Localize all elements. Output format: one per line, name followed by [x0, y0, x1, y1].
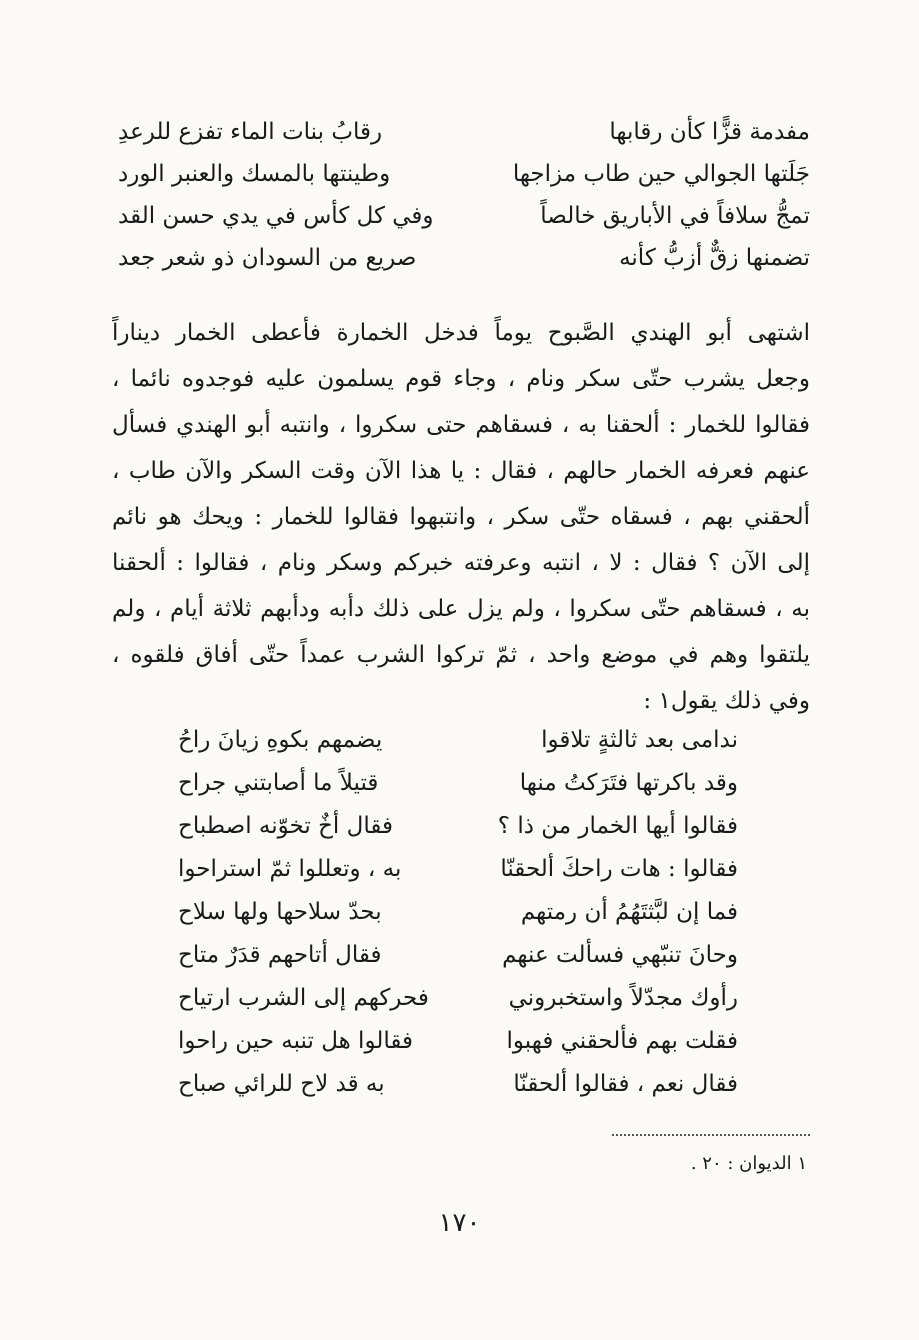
prose-line: يلتقوا وهم في موضع واحد ، ثمّ تركوا الشرب عمداً حتّى أفاق فلقوه ، — [112, 642, 810, 668]
poem-verses — [178, 720, 738, 1120]
verse-first-hemistich: فقالوا أيها الخمار من ذا ؟ — [497, 813, 738, 839]
verse-first-hemistich: جَلَتها الجوالي حين طاب مزاجها — [512, 161, 810, 187]
verse-second-hemistich: به ، وتعللوا ثمّ استراحوا — [178, 856, 402, 882]
verse-first-hemistich: ندامى بعد ثالثةٍ تلاقوا — [541, 727, 738, 753]
verse-first-hemistich: فقال نعم ، فقالوا ألحقنّا — [513, 1071, 738, 1097]
verse-first-hemistich: تمجُّ سلافاً في الأباريق خالصاً — [540, 203, 810, 229]
prose-line: عنهم فعرفه الخمار حالهم ، فقال : يا هذا الآن وقت السكر والآن طاب ، — [112, 458, 810, 484]
verse-second-hemistich: قتيلاً ما أصابتني جراح — [178, 770, 379, 796]
verse-first-hemistich: وقد باكرتها فتَرَكتُ منها — [519, 770, 738, 796]
verse-first-hemistich: فقالوا : هات راحكَ ألحقنّا — [500, 856, 738, 882]
verse-second-hemistich: فحركهم إلى الشرب ارتياح — [178, 985, 429, 1011]
verse-line — [178, 720, 738, 760]
verse-second-hemistich: فقال أخٌ تخوّنه اصطباح — [178, 813, 393, 839]
verse-line — [178, 978, 738, 1018]
verse-line — [178, 806, 738, 846]
verse-first-hemistich: فما إن لبَّثتَهُمُ أن رمتهم — [520, 899, 738, 925]
verse-line — [178, 1021, 738, 1061]
verse-second-hemistich: فقال أتاحهم قدَرٌ متاح — [178, 942, 382, 968]
verse-line — [118, 196, 810, 236]
verse-line — [178, 935, 738, 975]
verse-second-hemistich: به قد لاح للرائي صباح — [178, 1071, 385, 1097]
verse-second-hemistich: رقابُ بنات الماء تفزع للرعدِ — [118, 119, 383, 145]
prose-line: وفي ذلك يقول١ : — [643, 688, 810, 714]
prose-line: به ، فسقاهم حتّى سكروا ، ولم يزل على ذلك دأبه ودأبهم ثلاثة أيام ، ولم — [112, 596, 810, 622]
verse-line — [118, 238, 810, 278]
verse-first-hemistich: مفدمة قزًّا كأن رقابها — [609, 119, 810, 145]
prose-line: ألحقني بهم ، فسقاه حتّى سكر ، وانتبهوا فقالوا للخمار : ويحك هو نائم — [112, 504, 810, 530]
verse-first-hemistich: رأوك مجدّلاً واستخبروني — [508, 985, 738, 1011]
verse-first-hemistich: وحانَ تنبّهي فسألت عنهم — [502, 942, 738, 968]
verse-line — [178, 763, 738, 803]
verse-second-hemistich: وطينتها بالمسك والعنبر الورد — [118, 161, 391, 187]
verse-second-hemistich: وفي كل كأس في يدي حسن القد — [118, 203, 434, 229]
prose-line: فقالوا للخمار : ألحقنا به ، فسقاهم حتى سكروا ، وانتبه أبو الهندي فسأل — [112, 412, 810, 438]
prose-paragraph — [112, 310, 810, 724]
prose-line: اشتهى أبو الهندي الصَّبوح يوماً فدخل الخمارة فأعطى الخمار ديناراً — [112, 320, 810, 346]
prose-line: وجعل يشرب حتّى سكر ونام ، وجاء قوم يسلمون عليه فوجدوه نائما ، — [112, 366, 810, 392]
opening-verses — [118, 112, 810, 282]
footnote-divider — [612, 1134, 810, 1136]
footnote: ١ الديوان : ٢٠ . — [690, 1153, 807, 1174]
verse-second-hemistich: فقالوا هل تنبه حين راحوا — [178, 1028, 413, 1054]
page-number: ١٧٠ — [438, 1208, 481, 1238]
verse-line — [178, 892, 738, 932]
verse-line — [178, 1064, 738, 1104]
verse-first-hemistich: فقلت بهم فألحقني فهبوا — [506, 1028, 738, 1054]
verse-line — [118, 112, 810, 152]
verse-first-hemistich: تضمنها زقٌّ أزبُّ كأنه — [619, 245, 810, 271]
verse-line — [118, 154, 810, 194]
verse-second-hemistich: يضمهم بكوهِ زيانَ راحُ — [178, 727, 383, 753]
verse-second-hemistich: بحدّ سلاحها ولها سلاح — [178, 899, 382, 925]
prose-line: إلى الآن ؟ فقال : لا ، انتبه وعرفته خبركم وسكر ونام ، فقالوا : ألحقنا — [112, 550, 810, 576]
verse-second-hemistich: صريع من السودان ذو شعر جعد — [118, 245, 417, 271]
verse-line — [178, 849, 738, 889]
